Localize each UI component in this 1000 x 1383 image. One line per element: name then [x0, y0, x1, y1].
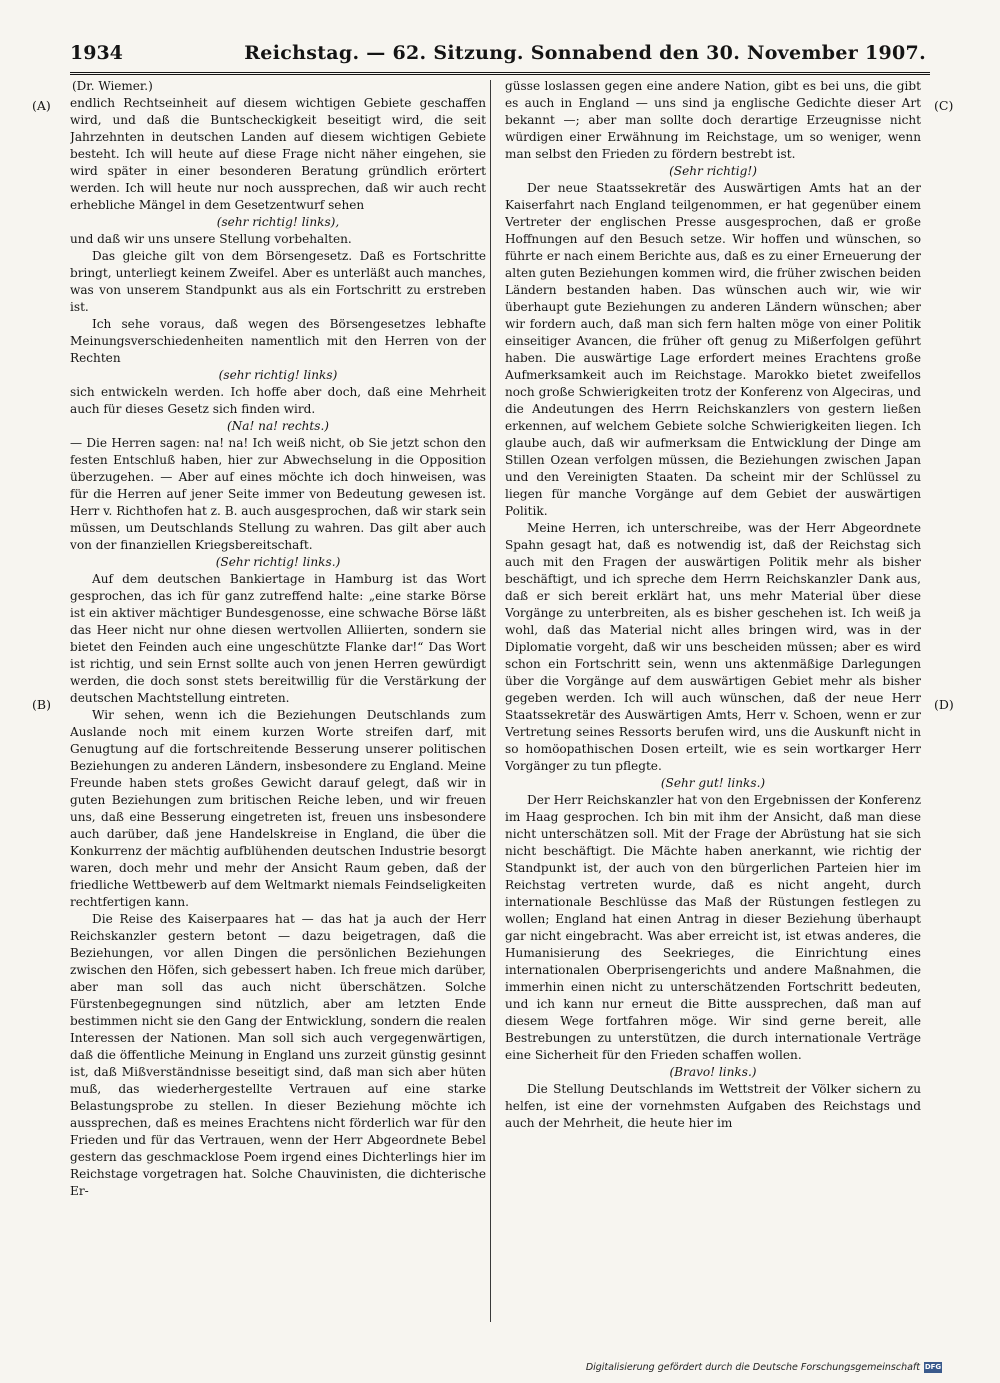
interjection: (Sehr gut! links.) — [660, 776, 766, 790]
speaker-label: (Dr. Wiemer.) — [72, 79, 153, 93]
paragraph: Das gleiche gilt von dem Börsengesetz. Daß es Fortschritte bringt, unterliegt keinem Zweifel. Aber es unterläßt auch manches, was von unserem Standpunkt aus als ein Fortschritt zu erstreben ist. — [70, 249, 486, 314]
margin-mark-b: (B) — [32, 697, 51, 712]
interjection: (sehr richtig! links), — [216, 215, 340, 229]
paragraph: Ich sehe voraus, daß wegen des Börsengesetzes lebhafte Meinungsverschiedenheiten namentlich mit den Herren von der Rechten — [70, 317, 486, 365]
paragraph: güsse loslassen gegen eine andere Nation, gibt es bei uns, die gibt es auch in England — uns sind ja englische Gedichte dieser Art bekannt —; aber man sollte doch derartige Erzeugnisse nicht würdigen einer Erwähnung im Reichstage, um so weniger, wenn man selbst den Frieden zu fördern bestrebt ist. — [505, 79, 921, 161]
paragraph: und daß wir uns unsere Stellung vorbehalten. — [70, 232, 352, 246]
column-divider — [490, 80, 491, 1322]
running-title: Reichstag. — 62. Sitzung. Sonnabend den 30. November 1907. — [244, 42, 926, 64]
page-header — [70, 38, 930, 75]
paragraph: endlich Rechtseinheit auf diesem wichtigen Gebiete geschaffen wird, und daß die Buntscheckigkeit beseitigt wird, die seit Jahrzehnten in deutschen Landen auf diesem wichtigen Gebiete besteht. Ich will heute auf diese Frage nicht näher eingehen, sie wird später in einer besonderen Beratung gründlich erörtert werden. Ich will heute nur noch aussprechen, daß wir auch recht erhebliche Mängel in dem Gesetzentwurf sehen — [70, 96, 486, 212]
paragraph: sich entwickeln werden. Ich hoffe aber doch, daß eine Mehrheit auch für dieses Gesetz sich finden wird. — [70, 385, 486, 416]
interjection: (Bravo! links.) — [669, 1065, 757, 1079]
margin-mark-c: (C) — [934, 98, 954, 113]
left-column — [70, 78, 486, 1324]
paragraph: Wir sehen, wenn ich die Beziehungen Deutschlands zum Auslande noch mit einem kurzen Worte streifen darf, mit Genugtung auf die fortschreitende Besserung unserer politischen Beziehungen zu anderen Ländern, insbesondere zu England. Meine Freunde haben stets großes Gewicht darauf gelegt, daß wir in guten Beziehungen zum britischen Reiche leben, und wir freuen uns, daß eine Besserung eingetreten ist, freuen uns insbesondere auch darüber, daß jene Handelskreise in England, die über die Konkurrenz der mächtig aufblühenden deutschen Industrie besorgt waren, doch mehr und mehr der Ansicht Raum geben, daß der friedliche Wettbewerb auf dem Weltmarkt niemals Feindseligkeiten rechtfertigen kann. — [70, 708, 486, 909]
funding-note-text: Digitalisierung gefördert durch die Deutsche Forschungsgemeinschaft — [585, 1362, 920, 1373]
interjection: (sehr richtig! links) — [218, 368, 338, 382]
funding-note — [586, 1362, 942, 1373]
paragraph: Die Stellung Deutschlands im Wettstreit der Völker sichern zu helfen, ist eine der vornehmsten Aufgaben des Reichstags und auch der Mehrheit, die heute hier im — [505, 1082, 921, 1130]
margin-mark-d: (D) — [934, 697, 954, 712]
margin-mark-a: (A) — [32, 98, 51, 113]
page-number: 1934 — [70, 42, 123, 64]
interjection: (Na! na! rechts.) — [226, 419, 330, 433]
right-column — [505, 78, 921, 1324]
interjection: (Sehr richtig! links.) — [215, 555, 341, 569]
dfg-logo: DFG — [924, 1363, 942, 1371]
paragraph: Der neue Staatssekretär des Auswärtigen Amts hat an der Kaiserfahrt nach England teilgenommen, er hat gegenüber einem Vertreter der englischen Presse ausgesprochen, daß er große Hoffnungen auf den Besuch setze. Wir hoffen und wünschen, so führte er nach einem Berichte aus, daß es zu einer Erneuerung der alten guten Beziehungen kommen wird, die früher zwischen beiden Ländern bestanden haben. Das wünschen auch wir, wie wir überhaupt gute Beziehungen zu anderen Ländern wünschen; aber wir fordern auch, daß man sich fern halten möge von einer Politik einseitiger Avancen, die früher oft genug zu Mißerfolgen geführt haben. Die auswärtige Lage erfordert meines Erachtens große Aufmerksamkeit auch im Reichstage. Marokko bietet zweifellos noch große Schwierigkeiten trotz der Konferenz von Algeciras, und die Andeutungen des Herrn Reichskanzlers von gestern ließen erkennen, auf welchem Gebiete solche Schwierigkeiten liegen. Ich glaube auch, daß wir aufmerksam die Entwicklung der Dinge am Stillen Ozean verfolgen müssen, die Beziehungen zwischen Japan und den Vereinigten Staaten. Da scheint mir der Schlüssel zu liegen für manche Vorgänge auf dem Gebiet der auswärtigen Politik. — [505, 181, 921, 518]
paragraph: Der Herr Reichskanzler hat von den Ergebnissen der Konferenz im Haag gesprochen. Ich bin mit ihm der Ansicht, daß man diese nicht unterschätzen soll. Mit der Frage der Abrüstung hat sie sich nicht beschäftigt. Die Mächte haben anerkannt, wie richtig der Standpunkt ist, der auch von den bürgerlichen Parteien hier im Reichstag vertreten wurde, daß es nicht angeht, durch internationale Beschlüsse das Maß der Rüstungen festlegen zu wollen; England hat einen Antrag in dieser Beziehung überhaupt gar nicht eingebracht. Was aber erreicht ist, ist etwas anderes, die Humanisierung des Seekrieges, die Einrichtung eines internationalen Oberprisengerichts und andere Maßnahmen, die immerhin einen nicht zu unterschätzenden Fortschritt bedeuten, und ich kann nur erneut die Bitte aussprechen, daß man auf diesem Wege fortfahren möge. Wir sind gerne bereit, alle Bestrebungen zu unterstützen, die durch internationale Verträge eine Sicherheit für den Frieden schaffen wollen. — [505, 793, 921, 1062]
paragraph: Meine Herren, ich unterschreibe, was der Herr Abgeordnete Spahn gesagt hat, daß es notwendig ist, daß der Reichstag sich auch mit den Fragen der auswärtigen Politik mehr als bisher beschäftigt, und ich spreche dem Herrn Reichskanzler Dank aus, daß er sich bereit erklärt hat, uns mehr Material über diese Vorgänge zu unterbreiten, als es bisher geschehen ist. Ich weiß ja wohl, daß das Material nicht alles bringen wird, was in der Diplomatie vorgeht, daß wir uns bescheiden müssen; aber es wird schon ein Fortschritt sein, wenn uns aktenmäßige Darlegungen über die Vorgänge auf dem auswärtigen Gebiet mehr als bisher gegeben werden. Ich will auch wünschen, daß der neue Herr Staatssekretär des Auswärtigen Amts, Herr v. Schoen, wenn er zur Vertretung seines Ressorts berufen wird, uns die Auskunft nicht in so homöopathischen Dosen erteilt, wie es sein wortkarger Herr Vorgänger zu tun pflegte. — [505, 521, 921, 773]
paragraph: Die Reise des Kaiserpaares hat — das hat ja auch der Herr Reichskanzler gestern betont — dazu beigetragen, daß die Beziehungen, vor allen Dingen die persönlichen Beziehungen zwischen den Höfen, sich gebessert haben. Ich freue mich darüber, aber man soll das auch nicht überschätzen. Solche Fürstenbegegnungen sind nützlich, aber am letzten Ende bestimmen nicht sie den Gang der Entwicklung, sondern die realen Interessen der Nationen. Man soll sich auch vergegenwärtigen, daß die öffentliche Meinung in England uns zurzeit günstig gesinnt ist, daß Mißverständnisse beseitigt sind, daß man sich aber hüten muß, das wiederhergestellte Vertrauen auf eine starke Belastungsprobe zu stellen. In dieser Beziehung möchte ich aussprechen, daß es meines Erachtens nicht förderlich war für den Frieden und für das Vertrauen, wenn der Herr Abgeordnete Bebel gestern das geschmacklose Poem irgend eines Dichterlings hier im Reichstage vorgetragen hat. Solche Chauvinisten, die dichterische Er- — [70, 912, 486, 1198]
paragraph: Auf dem deutschen Bankiertage in Hamburg ist das Wort gesprochen, das ich für ganz zutreffend halte: „eine starke Börse ist ein aktiver mächtiger Bundesgenosse, eine schwache Börse läßt das Heer nicht nur ohne diesen wertvollen Alliierten, sondern sie bietet den Feinden auch eine ungeschützte Flanke dar!“ Das Wort ist richtig, und sein Ernst sollte auch von jenen Herren gewürdigt werden, die doch sonst stets bereitwillig für die Verstärkung der deutschen Machtstellung eintreten. — [70, 572, 486, 705]
interjection: (Sehr richtig!) — [669, 164, 757, 178]
paragraph: — Die Herren sagen: na! na! Ich weiß nicht, ob Sie jetzt schon den festen Entschluß haben, hier zur Abwechselung in die Opposition überzugehen. — Aber auf eines möchte ich doch hinweisen, was für die Herren auf jener Seite immer von Bedeutung gewesen ist. Herr v. Richthofen hat z. B. auch ausgesprochen, daß wir stark sein müssen, um Deutschlands Stellung zu wahren. Das gilt aber auch von der finanziellen Kriegsbereitschaft. — [70, 436, 486, 552]
